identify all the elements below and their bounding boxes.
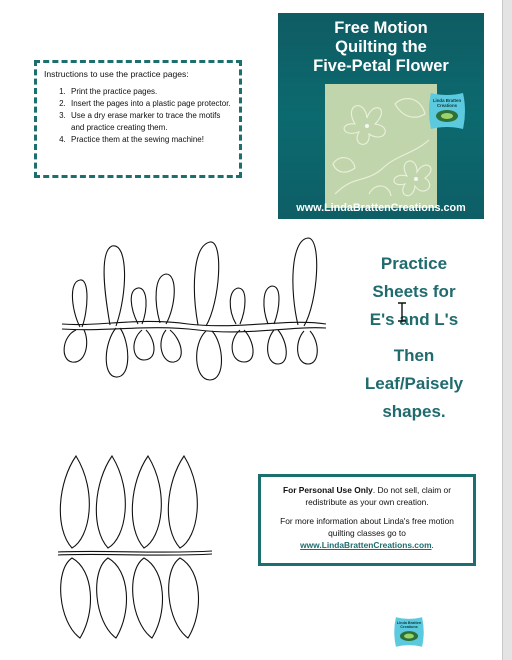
- notice-text: . Do not sell, claim or redistribute as your own creation.: [305, 485, 452, 507]
- logo-badge-line: Creations: [400, 625, 418, 630]
- notice-paragraph: [269, 484, 465, 508]
- practice-line: shapes.: [382, 402, 446, 421]
- instruction-step: 2. Insert the pages into a plastic page protector.: [68, 98, 233, 110]
- practice-line: Then: [393, 346, 435, 365]
- logo-badge-line: Creations: [436, 103, 458, 108]
- logo-badge-line: Linda Bratten: [396, 621, 422, 625]
- notice-paragraph: [269, 515, 465, 551]
- quilt-photo: [325, 84, 437, 208]
- practice-line: Leaf/Paisely: [364, 374, 464, 393]
- cover-title-line: Free Motion: [334, 19, 428, 37]
- practice-heading: [344, 250, 484, 426]
- logo-badge: [425, 89, 469, 133]
- instructions-title: Instructions to use the practice pages:: [44, 69, 189, 79]
- website-link[interactable]: www.LindaBrattenCreations.com: [300, 540, 432, 550]
- cover-title: [278, 19, 484, 76]
- cover-title-line: Quilting the: [335, 38, 427, 56]
- logo-badge-line: Linda Bratten: [432, 98, 462, 103]
- leaf-paisley-practice-motif: [54, 452, 214, 642]
- cover-image: [278, 13, 484, 219]
- practice-line: Sheets for: [372, 282, 456, 301]
- notice-link-suffix: .: [431, 540, 434, 550]
- footer-logo-badge: [391, 614, 427, 650]
- text-cursor-icon: [396, 302, 408, 322]
- cover-url: www.LindaBrattenCreations.com: [296, 202, 466, 214]
- notice-bold: For Personal Use Only: [282, 485, 373, 495]
- notice-text: For more information about Linda's free motion quilting classes go to: [280, 516, 454, 538]
- scrollbar[interactable]: [503, 0, 512, 660]
- instructions-list: [44, 86, 233, 146]
- practice-line: E's and L's: [369, 310, 459, 329]
- cover-title-line: Five-Petal Flower: [313, 57, 449, 75]
- instructions-box: [34, 60, 242, 178]
- instruction-step: 1. Print the practice pages.: [68, 86, 233, 98]
- practice-line: Practice: [380, 254, 448, 273]
- instruction-step: 4. Practice them at the sewing machine!: [68, 134, 233, 146]
- instruction-step: 3. Use a dry erase marker to trace the motifs and practice creating them.: [68, 110, 233, 134]
- personal-use-notice: [258, 474, 476, 566]
- e-and-l-practice-motif: [58, 232, 328, 382]
